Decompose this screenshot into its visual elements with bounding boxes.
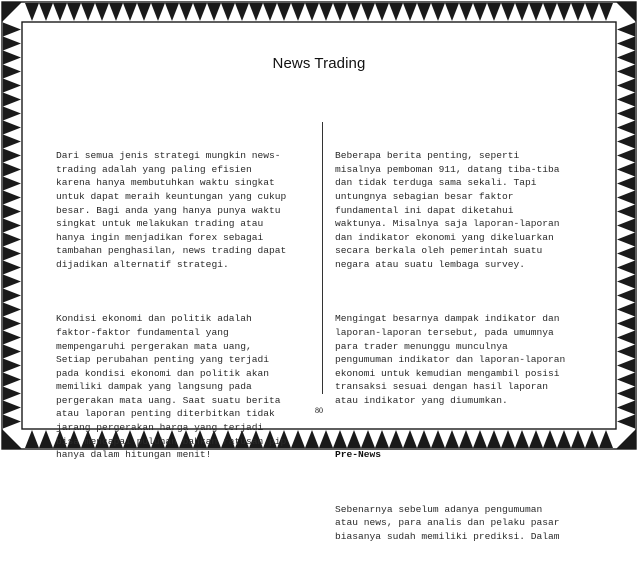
right-paragraph-1: Beberapa berita penting, seperti misalnya pemboman 911, datang tiba-tiba dan tidak terduga sama sekali. Tapi untungnya sebagian besar faktor fundamental ini dapat diketahui waktunya. Misalnya saja laporan-laporan dan indikator ekonomi yang dikeluarkan secara berkala oleh pemerintah suatu negara atau suatu lembaga survey. — [335, 150, 560, 270]
left-paragraph-2: Kondisi ekonomi dan politik adalah faktor-faktor fundamental yang mempengaruhi pergerakan mata uang, Setiap perubahan penting yang terjadi pada kondisi ekonomi dan politik akan memiliki dampak yang langsung pada pergerakan mata uang. Saat suatu berita atau laporan penting diterbitkan tidak jarang pergerakan harga yang terjadi bisa mencapai puluhan bahkan ratusan pip hanya dalam hitungan menit! — [56, 313, 287, 461]
page-title: News Trading — [272, 55, 366, 72]
page-number: 80 — [315, 406, 323, 415]
right-paragraph-2: Mengingat besarnya dampak indikator dan laporan-laporan tersebut, pada umumnya para trader menunggu munculnya pengumuman indikator dan laporan-laporan ekonomi untuk kemudian mengambil posisi transaksi sesuai dengan hasil laporan atau indikator yang diumumkan. — [335, 313, 566, 406]
section-heading: Pre-News — [335, 449, 382, 461]
right-paragraph-3: Sebenarnya sebelum adanya pengumuman atau news, para analis dan pelaku pasar biasanya sudah memiliki prediksi. Dalam — [335, 503, 560, 542]
right-column — [335, 122, 595, 584]
left-column — [56, 122, 308, 503]
column-divider — [322, 122, 323, 394]
left-paragraph-1: Dari semua jenis strategi mungkin news- trading adalah yang paling efisien karena hanya membutuhkan waktu singkat untuk dapat meraih keuntungan yang cukup besar. Bagi anda yang hanya punya waktu singkat untuk melakukan trading atau hanya ingin menjadikan forex sebagai tambahan penghasilan, news trading dapat dijadikan alternatif strategi. — [56, 150, 287, 270]
